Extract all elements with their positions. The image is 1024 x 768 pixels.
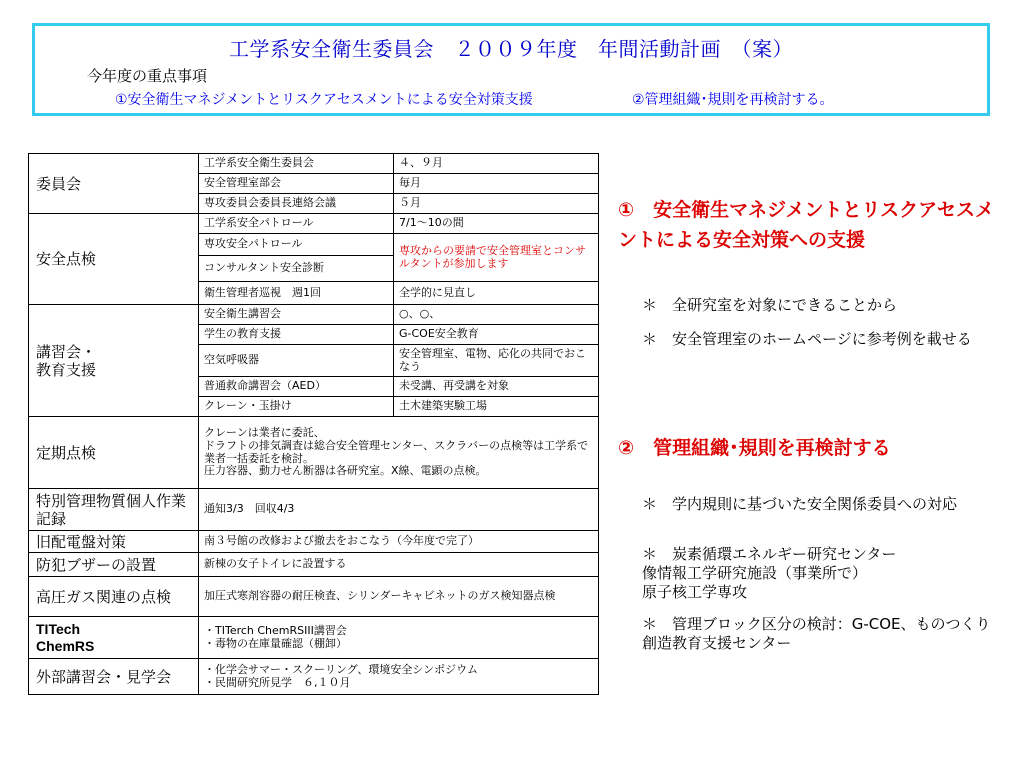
item-cell: 専攻委員会委員長連絡会議 — [199, 194, 394, 214]
schedule-cell: 土木建築実験工場 — [394, 397, 599, 417]
schedule-cell: 毎月 — [394, 174, 599, 194]
table-row — [29, 659, 599, 695]
gas-cell: 加圧式寒剤容器の耐圧検査、シリンダーキャビネットのガス検知器点検 — [199, 577, 599, 617]
switchboard-cell: 南３号館の改修および撤去をおこなう（今年度で完了） — [199, 531, 599, 553]
table-row — [29, 417, 599, 489]
activity-plan-table — [28, 153, 599, 695]
item-cell: クレーン・玉掛け — [199, 397, 394, 417]
item-cell: コンサルタント安全診断 — [199, 256, 394, 282]
schedule-cell: 全学的に見直し — [394, 282, 599, 305]
item-cell: 安全管理室部会 — [199, 174, 394, 194]
bullet-item: ＊ 学内規則に基づいた安全関係委員への対応 — [642, 495, 958, 513]
page-subtitle: 今年度の重点事項 — [87, 67, 208, 85]
category-titech: TITech ChemRS — [29, 617, 199, 659]
external-line: ・化学会サマー・スクーリング、環境安全シンポジウム — [204, 662, 478, 676]
category-periodic: 定期点検 — [29, 417, 199, 489]
item-cell: 普通救命講習会（AED） — [199, 377, 394, 397]
table-row — [29, 154, 599, 174]
schedule-cell: ５月 — [394, 194, 599, 214]
note-cell: 専攻からの要請で安全管理室とコンサルタントが参加します — [394, 234, 599, 282]
category-gas: 高圧ガス関連の点検 — [29, 577, 199, 617]
titech-line: ・毒物の在庫量確認（棚卸） — [204, 636, 347, 650]
item-cell: 安全衛生講習会 — [199, 305, 394, 325]
category-switchboard: 旧配電盤対策 — [29, 531, 199, 553]
item-cell: 学生の教育支援 — [199, 325, 394, 345]
schedule-cell: 未受講、再受講を対象 — [394, 377, 599, 397]
schedule-cell: G-COE安全教育 — [394, 325, 599, 345]
schedule-cell: ○、○、 — [394, 305, 599, 325]
buzzer-cell: 新棟の女子トイレに設置する — [199, 553, 599, 577]
item-cell: 工学系安全衛生委員会 — [199, 154, 394, 174]
item-cell: 衛生管理者巡視 週1回 — [199, 282, 394, 305]
schedule-cell: ４、９月 — [394, 154, 599, 174]
item-cell: 工学系安全パトロール — [199, 214, 394, 234]
special-cell: 通知3/3 回収4/3 — [199, 489, 599, 531]
table-row — [29, 553, 599, 577]
external-line: ・民間研究所見学 ６,１０月 — [204, 675, 351, 689]
periodic-line: 圧力容器、動力せん断器は各研究室。X線、電顕の点検。 — [204, 464, 487, 478]
table-row — [29, 214, 599, 234]
table-row — [29, 489, 599, 531]
category-buzzer: 防犯ブザーの設置 — [29, 553, 199, 577]
periodic-line: クレーンは業者に委託、 — [204, 426, 325, 440]
table-row — [29, 617, 599, 659]
bullet-item: ＊ 全研究室を対象にできることから — [642, 296, 898, 314]
category-inspection: 安全点検 — [29, 214, 199, 305]
item-cell: 専攻安全パトロール — [199, 234, 394, 256]
external-cell — [199, 659, 599, 695]
category-training: 講習会・ 教育支援 — [29, 305, 199, 417]
category-special: 特別管理物質個人作業記録 — [29, 489, 199, 531]
bullet-item: ＊ 管理ブロック区分の検討：G-COE、ものつくり創造教育支援センター — [642, 615, 991, 652]
schedule-cell: 7/1～10の間 — [394, 214, 599, 234]
periodic-cell — [199, 417, 599, 489]
schedule-cell: 安全管理室、電物、応化の共同でおこなう — [394, 345, 599, 377]
bullet-item: ＊ 安全管理室のホームページに参考例を載せる — [642, 330, 972, 348]
item-cell: 空気呼吸器 — [199, 345, 394, 377]
priority-1: ①安全衛生マネジメントとリスクアセスメントによる安全対策支援 — [115, 92, 533, 108]
titech-line: ・TITerch ChemRSIII講習会 — [204, 623, 347, 637]
priority-2: ②管理組織･規則を再検討する。 — [632, 92, 834, 108]
category-external: 外部講習会・見学会 — [29, 659, 199, 695]
table-row — [29, 305, 599, 325]
periodic-line: ドラフトの排気調査は総合安全管理センター、スクラバーの点検等は工学系で業者一括委託を検討。 — [204, 438, 589, 465]
page-title: 工学系安全衛生委員会 ２００９年度 年間活動計画 （案） — [229, 37, 793, 61]
table-row — [29, 577, 599, 617]
header-box — [32, 23, 990, 116]
heading-priority-1: ① 安全衛生マネジメントとリスクアセスメントによる安全対策への支援 — [618, 199, 994, 251]
heading-priority-2: ② 管理組織･規則を再検討する — [618, 437, 891, 459]
table-row — [29, 531, 599, 553]
category-committee: 委員会 — [29, 154, 199, 214]
titech-cell — [199, 617, 599, 659]
bullet-item: ＊ 炭素循環エネルギー研究センター 像情報工学研究施設（事業所で） 原子核工学専攻 — [642, 545, 897, 601]
